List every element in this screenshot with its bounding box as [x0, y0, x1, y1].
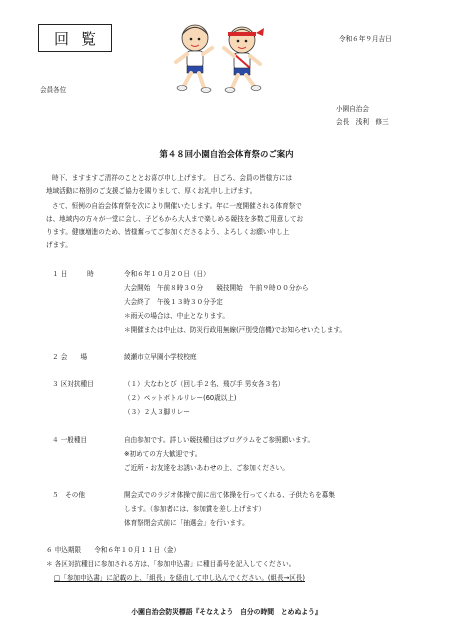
item-line: ＊開催または中止は、防災行政用無線(戸別受信機)でお知らせいたします。: [124, 326, 347, 334]
item-line: 開会式でのラジオ体操で前に出て体操を行ってくれる、子供たちを募集: [124, 491, 335, 499]
item-line: （３）２人３脚リレー: [124, 408, 190, 416]
child-right-figure: [224, 27, 264, 93]
item-line: 令和６年１０月２０日（日）: [124, 270, 210, 278]
item-line: ＊雨天の場合は、中止となります。: [124, 312, 229, 320]
item-line: 大会終了 午後１３時３０分予定: [124, 298, 223, 306]
item-label-venue: ２ 会 場: [52, 353, 88, 361]
note-line: □「参加申込書」に記載の上、「組長」を経由して申し込んでください。(組長→区長): [54, 574, 305, 582]
intro-line: さて、恒例の自治会体育祭を次により開催いたします。年に一度開催される体育祭で: [52, 202, 302, 210]
item-label-other: ５ その他: [52, 491, 85, 499]
running-children-illustration: [160, 18, 280, 98]
intro-line: ります。健康増進のため、皆様奮ってご参加くださるよう、よろしくお願い申し上: [46, 228, 290, 236]
disaster-prevention-slogan: 小園自治会防災標語『そなえよう 自分の時間 とめぬよう』: [131, 608, 322, 616]
item-line: 大会開始 午前８時３０分 競技開始 午前９時００分から: [124, 284, 309, 292]
item-line: します。（参加者には、参加賞を差し上げます）: [124, 505, 266, 513]
child-left-figure: [176, 25, 212, 93]
intro-line: 時下、ますますご清祥のこととお喜び申し上げます。 日ごろ、会員の皆様方には: [52, 174, 293, 182]
note-line: ＊ 各区対抗種目に参加される方は、「参加申込書」に種目番号を記入してください。: [46, 560, 296, 568]
intro-line: は、地域内の方々が一堂に会し、子どもから大人まで楽しめる競技を多数ご用意してお: [46, 215, 304, 223]
circulation-stamp-label: 回覧: [53, 29, 108, 48]
application-deadline: ６ 申込期限 令和６年１０月１１日（金）: [46, 546, 180, 554]
item-line: 自由参加です。詳しい競技種目はプログラムをご参照願います。: [124, 436, 315, 444]
addressee: 会員各位: [40, 86, 67, 94]
item-label-date: １ 日 時: [52, 270, 94, 278]
document-date: 令和６年９月吉日: [339, 35, 392, 43]
sender-organization: 小園自治会: [336, 105, 369, 113]
item-label-general-events: ４ 一般種目: [52, 436, 88, 444]
intro-line: 地域活動に格別のご支援ご協力を賜りまして、厚くお礼申し上げます。: [46, 187, 257, 195]
intro-line: げます。: [46, 241, 72, 249]
circulation-stamp: [38, 24, 112, 52]
document-title: 第４８回小園自治会体育祭のご案内: [159, 149, 294, 159]
item-line: （２）ペットボトルリレー(60歳以上): [124, 394, 237, 402]
item-line: 体育祭閉会式前に「抽選会」を行います。: [124, 519, 249, 527]
item-line: ※初めての方大歓迎です。: [124, 450, 202, 458]
item-line: （１）大なわとび（回し手２名、飛び手 男女各３名）: [124, 380, 285, 388]
item-label-team-events: ３ 区対抗種目: [52, 380, 94, 388]
sender-person: 会長 浅利 修三: [336, 118, 389, 126]
item-line: ご近所・お友達をお誘いあわせの上、ご参加ください。: [124, 464, 289, 472]
item-line: 綾瀬市立早園小学校校庭: [124, 353, 197, 361]
